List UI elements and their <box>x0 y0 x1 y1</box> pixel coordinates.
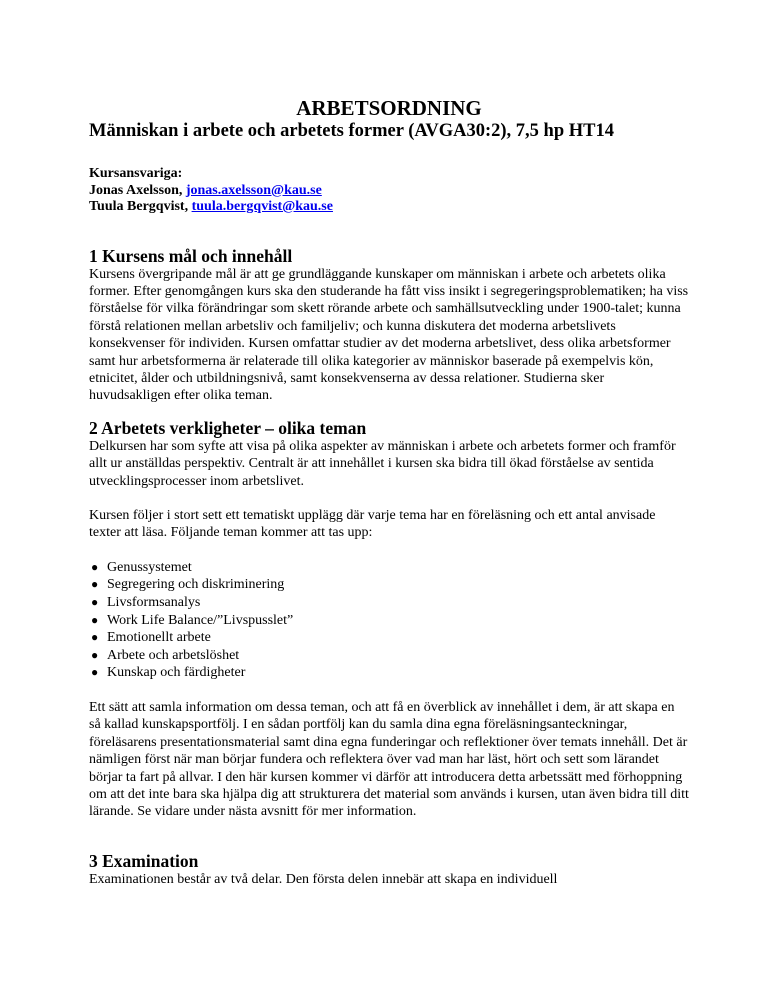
section-heading: 1 Kursens mål och innehåll <box>89 245 293 266</box>
list-item <box>89 612 689 630</box>
email-link[interactable]: jonas.axelsson@kau.se <box>185 182 322 198</box>
bullet-icon: ● <box>91 577 99 592</box>
section-paragraph: Kursens övergripande mål är att ge grundläggande kunskaper om människan i arbete och arbetets olika former. Efter genomgången kurs ska den studerande ha fått viss insikt i segregeringsproblematiken; ha viss förståelse för vilka förändringar som skett rörande arbete och samhällsutveckling under 1900-talet; kunna förstå relationen mellan arbetsliv och familjeliv; och kunna diskutera det moderna arbetslivets konsekvenser för individen. Kursen omfattar studier av det moderna arbetslivet, dess olika arbetsformer samt hur arbetsformerna är relaterade till olika kategorier av människor baserade på exempelvis kön, etnicitet, ålder och utbildningsnivå, samt konsekvenserna av dessa relationer. Studierna sker huvudsakligen efter olika teman. <box>89 266 689 404</box>
section-work-realities <box>89 418 689 821</box>
bullet-icon: ● <box>91 612 99 627</box>
bullet-icon: ● <box>91 630 99 645</box>
section-heading: 3 Examination <box>89 850 199 871</box>
theme-label: Genussystemet <box>107 559 192 575</box>
course-responsible-block <box>89 166 689 216</box>
person-name: Jonas Axelsson, <box>89 182 186 198</box>
theme-label: Livsformsanalys <box>107 594 201 610</box>
course-responsible-person <box>89 199 689 216</box>
theme-label: Work Life Balance/”Livspusslet” <box>107 612 294 628</box>
bullet-icon: ● <box>91 647 99 662</box>
list-item <box>89 576 689 594</box>
list-item <box>89 664 689 682</box>
theme-label: Arbete och arbetslöshet <box>107 647 240 663</box>
section-paragraph: Ett sätt att samla information om dessa teman, och att få en överblick av innehållet i dem, är att skapa en så kallad kunskapsportfölj. I en sådan portfölj kan du samla dina egna föreläsningsanteckningar, föreläsarens presentationsmaterial samt dina egna funderingar och reflektioner över temats innehåll. Det är nämligen först när man börjar fundera och reflektera över vad man har läst, hört och sett som lärandet börjar ta fart på allvar. I den här kursen kommer vi därför att introducera detta arbetssätt med förhoppning om att det inte bara ska hjälpa dig att strukturera det material som används i kursen, utan även bidra till ditt lärande. Se vidare under nästa avsnitt för mer information. <box>89 699 689 820</box>
section-heading: 2 Arbetets verkligheter – olika teman <box>89 417 367 438</box>
document-subtitle: Människan i arbete och arbetets former (AVGA30:2), 7,5 hp HT14 <box>89 121 614 141</box>
section-paragraph: Examinationen består av två delar. Den första delen innebär att skapa en individuell <box>89 871 558 887</box>
list-item <box>89 559 689 577</box>
section-examination <box>89 851 689 888</box>
course-responsible-label: Kursansvariga: <box>89 166 183 181</box>
person-name: Tuula Bergqvist, <box>89 199 192 214</box>
document-page <box>89 96 689 888</box>
theme-label: Kunskap och färdigheter <box>107 665 246 681</box>
document-title: ARBETSORDNING <box>296 96 482 120</box>
section-course-goals <box>89 246 689 405</box>
section-paragraph: Delkursen har som syfte att visa på olika aspekter av människan i arbete och arbetets former och framför allt ur anställdas perspektiv. Centralt är att innehållet i kursen ska bidra till ökad förståelse av sentida utvecklingsprocesser inom arbetslivet. <box>89 438 676 489</box>
email-link[interactable]: tuula.bergqvist@kau.se <box>191 199 333 214</box>
bullet-icon: ● <box>91 665 99 680</box>
list-item <box>89 647 689 665</box>
bullet-icon: ● <box>91 559 99 574</box>
bullet-icon: ● <box>91 594 99 609</box>
course-responsible-person <box>89 183 689 200</box>
list-item <box>89 629 689 647</box>
theme-list <box>89 559 689 682</box>
list-item <box>89 594 689 612</box>
section-paragraph: Kursen följer i stort sett ett tematiskt upplägg där varje tema har en föreläsning och ett antal anvisade texter att läsa. Följande teman kommer att tas upp: <box>89 507 656 541</box>
theme-label: Emotionellt arbete <box>107 630 211 646</box>
theme-label: Segregering och diskriminering <box>107 577 285 593</box>
